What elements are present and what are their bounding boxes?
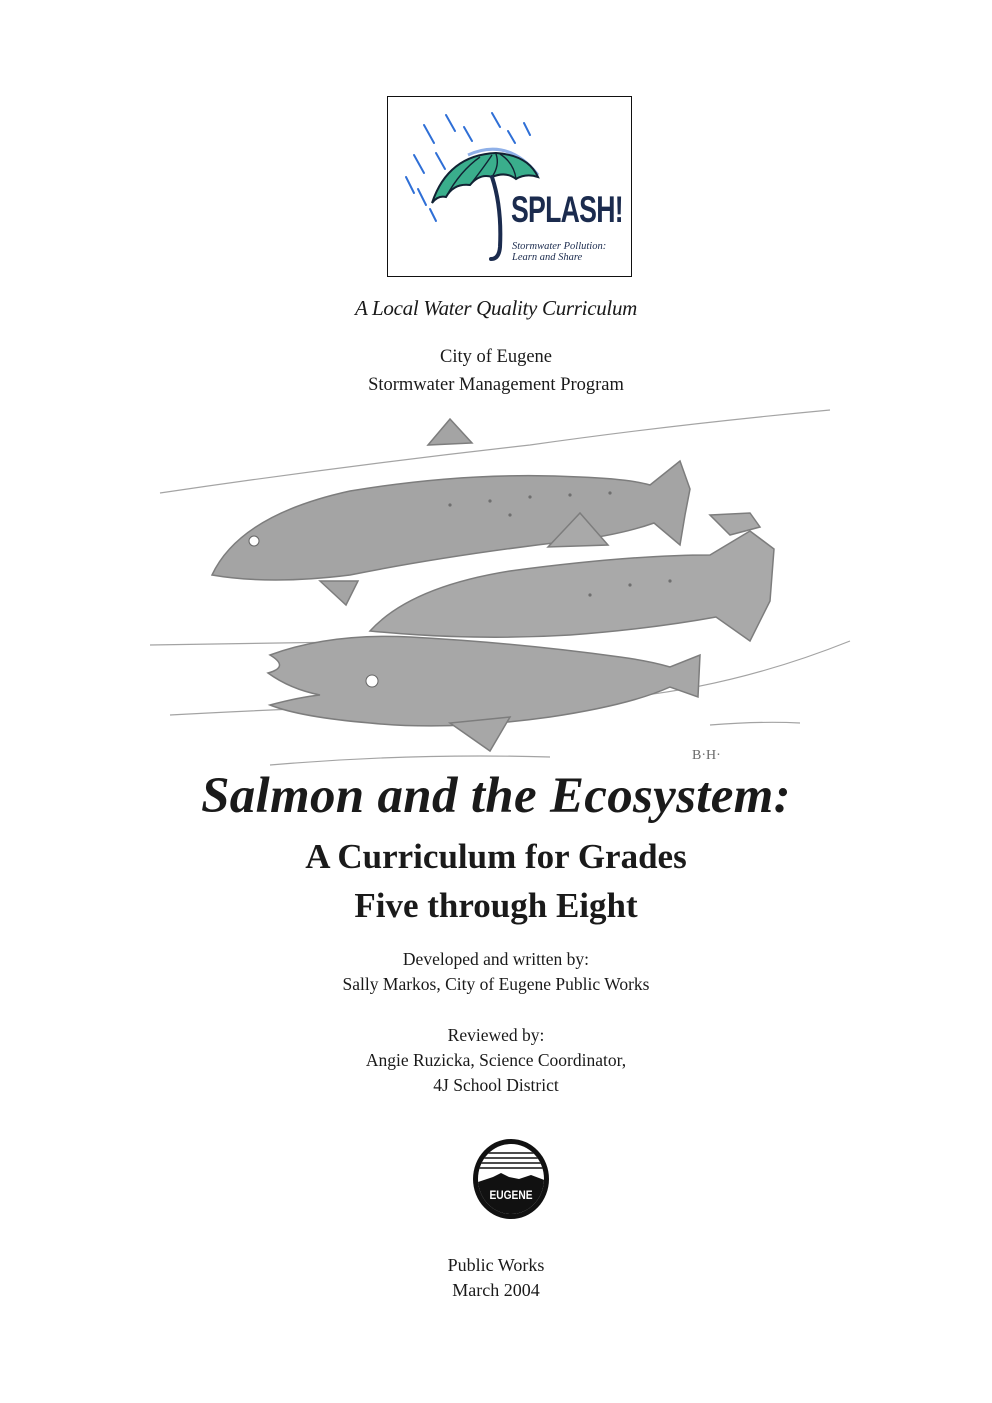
logo-tagline-line2: Learn and Share: [512, 252, 583, 263]
reviewed-name-line2: 4J School District: [433, 1075, 559, 1095]
footer-date: March 2004: [452, 1280, 540, 1300]
subtitle-line2: Five through Eight: [354, 886, 638, 925]
reviewed-by: [0, 1023, 992, 1098]
logo-tagline-line1: Stormwater Pollution:: [512, 241, 607, 252]
subtitle-line1: A Curriculum for Grades: [305, 837, 687, 876]
eugene-seal-icon: [471, 1137, 551, 1221]
reviewed-name-line1: Angie Ruzicka, Science Coordinator,: [365, 1050, 627, 1070]
seal-text: EUGENE: [489, 1188, 533, 1202]
developed-label: Developed and written by:: [402, 949, 590, 969]
reviewed-label: Reviewed by:: [447, 1025, 545, 1045]
document-title: Salmon and the Ecosystem:: [201, 768, 791, 824]
curriculum-tagline: A Local Water Quality Curriculum: [354, 296, 638, 320]
developed-name: Sally Markos, City of Eugene Public Works: [342, 974, 650, 994]
organization: [0, 343, 992, 399]
artist-signature: B·H·: [692, 748, 721, 763]
salmon-illustration: [150, 405, 860, 775]
logo-name: SPLASH!: [511, 189, 623, 230]
footer-department: Public Works: [447, 1255, 545, 1275]
document-subtitle: [0, 832, 992, 930]
logo-tagline: [512, 241, 606, 263]
organization-line1: City of Eugene: [439, 347, 552, 367]
footer: [0, 1253, 992, 1303]
splash-logo: [387, 96, 632, 277]
developed-by: [0, 947, 992, 997]
organization-line2: Stormwater Management Program: [368, 375, 624, 395]
